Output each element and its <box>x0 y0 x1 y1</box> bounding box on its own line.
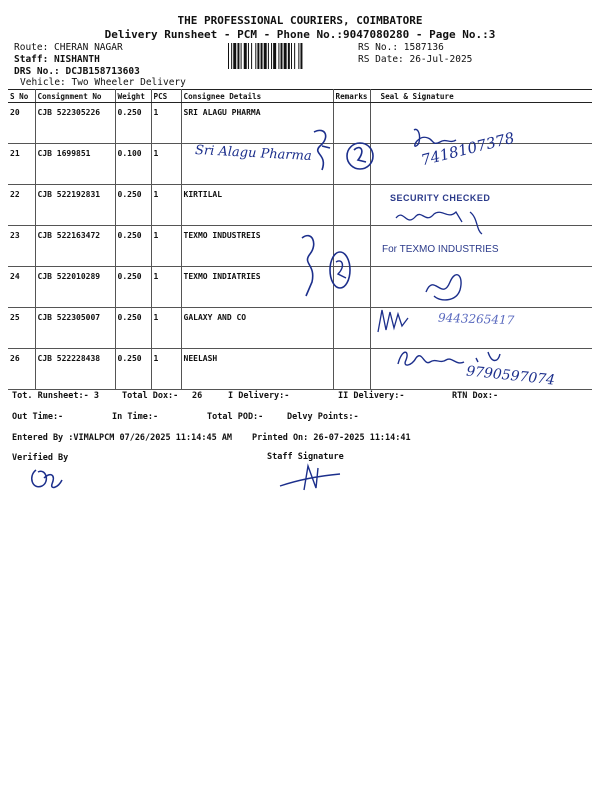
cell-pcs: 1 <box>151 226 181 267</box>
handwritten-mark-icon <box>308 124 378 184</box>
handwritten-consignee-name: Sri Alagu Pharma <box>194 142 313 165</box>
ii-delivery: II Delivery:- <box>338 391 405 401</box>
cell-consignee: NEELASH <box>181 349 333 390</box>
texmo-stamp: For TEXMO INDUSTRIES <box>382 244 499 255</box>
cell-sno: 26 <box>8 349 35 390</box>
signature-icon <box>420 262 470 306</box>
cell-pcs: 1 <box>151 144 181 185</box>
cell-consignment: CJB 522228438 <box>35 349 115 390</box>
cell-consignee: GALAXY AND CO <box>181 308 333 349</box>
table-row <box>8 185 592 226</box>
staff-signature-icon <box>278 462 342 492</box>
barcode-bar <box>257 43 259 69</box>
cell-consignment: CJB 522305007 <box>35 308 115 349</box>
cell-remarks <box>333 349 370 390</box>
cell-pcs: 1 <box>151 267 181 308</box>
barcode-bar <box>244 43 247 69</box>
barcode-bar <box>271 43 272 69</box>
verified-by-label: Verified By <box>12 453 69 463</box>
verified-signature-icon <box>26 462 66 494</box>
barcode-bar <box>255 43 256 69</box>
cell-sno: 23 <box>8 226 35 267</box>
barcode-bar <box>251 43 252 69</box>
cell-weight: 0.250 <box>115 267 151 308</box>
barcode-bar <box>281 43 283 69</box>
cell-remarks <box>333 308 370 349</box>
cell-consignee: KIRTILAL <box>181 185 333 226</box>
total-pod: Total POD:- <box>207 412 264 422</box>
staff-signature-label: Staff Signature <box>267 452 344 462</box>
handwritten-mark-icon <box>298 230 358 302</box>
cell-sno: 24 <box>8 267 35 308</box>
cell-consignee: TEXMO INDIATRIES <box>181 267 333 308</box>
cell-pcs: 1 <box>151 185 181 226</box>
cell-weight: 0.100 <box>115 144 151 185</box>
handwritten-phone: 9790597074 <box>465 363 556 389</box>
col-pcs: PCS <box>151 90 181 103</box>
col-consignee: Consignee Details <box>181 90 333 103</box>
barcode-bar <box>298 43 299 69</box>
barcode-bar <box>228 43 229 69</box>
cell-consignee: SRI ALAGU PHARMA <box>181 103 333 144</box>
signature-icon <box>410 124 460 154</box>
delvy-points: Delvy Points:- <box>287 412 359 422</box>
barcode-bar <box>294 43 295 69</box>
cell-sno: 20 <box>8 103 35 144</box>
barcode-bar <box>268 43 269 69</box>
cell-consignment: CJB 522305226 <box>35 103 115 144</box>
barcode-bar <box>248 43 249 69</box>
col-remarks: Remarks <box>333 90 370 103</box>
barcode-bar <box>241 43 242 69</box>
vehicle-label: Vehicle: Two Wheeler Delivery <box>20 77 186 88</box>
handwritten-phone: 7418107378 <box>419 128 517 170</box>
printed-on: Printed On: 26-07-2025 11:14:41 <box>252 433 411 443</box>
barcode-bar <box>300 43 302 69</box>
barcode-bar <box>264 43 267 69</box>
rs-number: RS No.: 1587136 <box>358 42 444 53</box>
barcode-bar <box>237 43 239 69</box>
cell-weight: 0.250 <box>115 308 151 349</box>
total-dox-label: Total Dox:- <box>122 391 179 401</box>
i-delivery: I Delivery:- <box>228 391 290 401</box>
cell-sno: 21 <box>8 144 35 185</box>
table-header-row <box>8 90 592 103</box>
company-title: THE PROFESSIONAL COURIERS, COIMBATORE <box>177 14 423 27</box>
cell-sno: 22 <box>8 185 35 226</box>
cell-weight: 0.250 <box>115 185 151 226</box>
col-sno: S No <box>8 90 35 103</box>
handwritten-phone: 9443265417 <box>437 310 515 328</box>
cell-pcs: 1 <box>151 103 181 144</box>
col-seal-signature: Seal & Signature <box>370 90 592 103</box>
col-weight: Weight <box>115 90 151 103</box>
drs-number: DRS No.: DCJB158713603 <box>14 66 140 77</box>
cell-consignment: CJB 522010289 <box>35 267 115 308</box>
signature-icon <box>392 204 492 240</box>
rtn-dox: RTN Dox:- <box>452 391 499 401</box>
barcode-bar <box>291 43 292 69</box>
cell-weight: 0.250 <box>115 103 151 144</box>
security-stamp: SECURITY CHECKED <box>390 193 491 203</box>
barcode-icon <box>228 43 350 69</box>
barcode-bar <box>233 43 236 69</box>
signature-icon <box>374 304 414 336</box>
cell-consignment: CJB 1699851 <box>35 144 115 185</box>
barcode-bar <box>261 43 263 69</box>
staff-label: Staff: NISHANTH <box>14 54 100 65</box>
cell-signature <box>370 267 592 308</box>
barcode-bar <box>231 43 232 69</box>
barcode-bar <box>288 43 290 69</box>
cell-weight: 0.250 <box>115 349 151 390</box>
in-time: In Time:- <box>112 412 159 422</box>
cell-consignment: CJB 522163472 <box>35 226 115 267</box>
cell-weight: 0.250 <box>115 226 151 267</box>
cell-pcs: 1 <box>151 349 181 390</box>
cell-sno: 25 <box>8 308 35 349</box>
rs-date: RS Date: 26-Jul-2025 <box>358 54 473 65</box>
cell-consignment: CJB 522192831 <box>35 185 115 226</box>
cell-pcs: 1 <box>151 308 181 349</box>
entered-by: Entered By :VIMALPCM 07/26/2025 11:14:45 AM <box>12 433 233 443</box>
barcode-bar <box>284 43 287 69</box>
total-dox-value: 26 <box>192 391 203 401</box>
col-consignment: Consignment No <box>35 90 115 103</box>
cell-consignee: TEXMO INDUSTREIS <box>181 226 333 267</box>
out-time: Out Time:- <box>12 412 64 422</box>
barcode-bar <box>273 43 276 69</box>
runsheet-subtitle: Delivery Runsheet - PCM - Phone No.:9047080280 - Page No.:3 <box>104 28 496 41</box>
cell-remarks <box>333 185 370 226</box>
barcode-bar <box>278 43 279 69</box>
total-runsheet: Tot. Runsheet:- 3 <box>12 391 99 401</box>
route-label: Route: CHERAN NAGAR <box>14 42 123 53</box>
